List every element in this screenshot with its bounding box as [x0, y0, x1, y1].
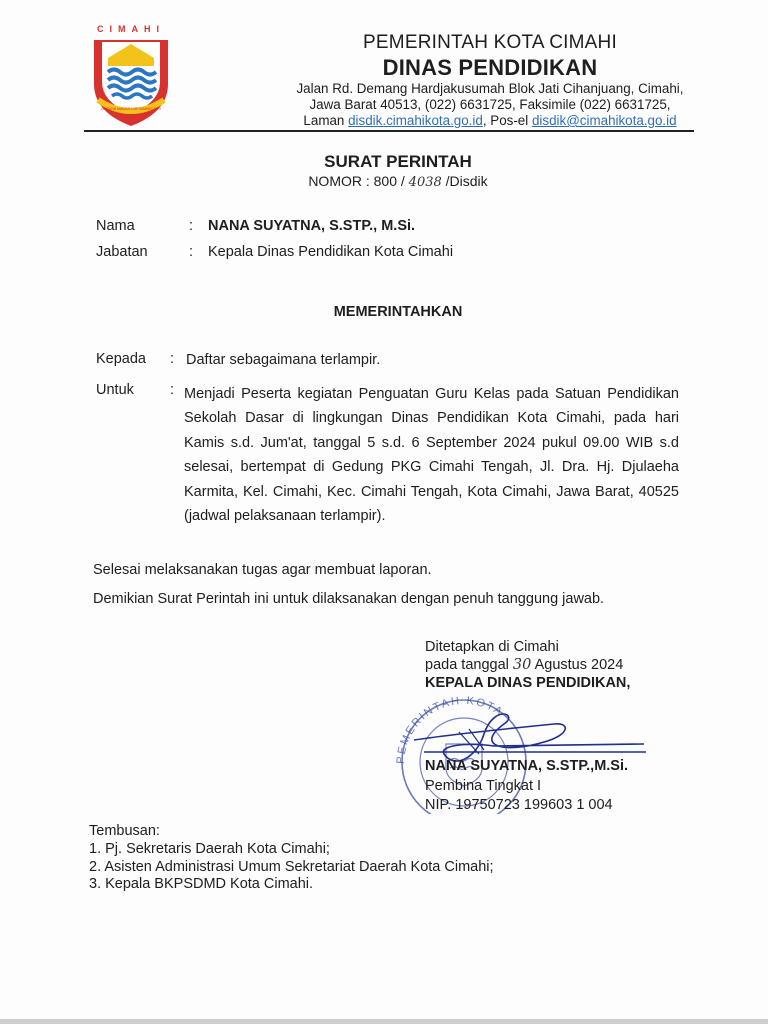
- org-department: DINAS PENDIDIKAN: [382, 55, 598, 80]
- svg-text:CIMAHI: CIMAHI: [97, 24, 165, 34]
- address-line-3: [210, 113, 768, 128]
- signature-date: [425, 657, 623, 673]
- untuk-value: Menjadi Peserta kegiatan Penguatan Guru Kelas pada Satuan Pendidikan Sekolah Dasar di lingkungan Dinas Pendidikan Kota Cimahi, pada hari Kamis s.d. Jum'at, tanggal 5 s.d. 6 September 2024 pukul 09.00 WIB s.d selesai, bertempat di Gedung PKG Cimahi Tengah, Jl. Dra. Hj. Djulaeha Karmita, Kel. Cimahi, Kec. Cimahi Tengah, Kota Cimahi, Jawa Barat, 40525 (jadwal pelaksanaan terlampir).: [184, 386, 679, 525]
- nama-colon: :: [189, 218, 194, 234]
- website-link[interactable]: disdik.cimahikota.go.id: [348, 113, 483, 128]
- jabatan-value: Kepala Dinas Pendidikan Kota Cimahi: [208, 244, 454, 260]
- signature-place: Ditetapkan di Cimahi: [425, 639, 559, 655]
- number-suffix: /Disdik: [445, 173, 488, 189]
- svg-text:PEMERINTAH KOTA: PEMERINTAH KOTA: [394, 694, 506, 765]
- nama-value: NANA SUYATNA, S.STP., M.Si.: [208, 218, 416, 234]
- signatory-nip: NIP. 19750723 199603 1 004: [425, 797, 613, 813]
- address-line-1: Jalan Rd. Demang Hardjakusumah Blok Jati Cihanjuang, Cimahi,: [296, 81, 684, 96]
- kepada-label: Kepada: [96, 351, 146, 367]
- date-suffix: Agustus 2024: [534, 657, 624, 673]
- closing-line-2: Demikian Surat Perintah ini untuk dilaksanakan dengan penuh tanggung jawab.: [93, 591, 605, 607]
- cc-title: Tembusan:: [89, 823, 160, 839]
- cimahi-city-emblem: [78, 22, 184, 130]
- number-prefix: NOMOR : 800 /: [308, 173, 405, 189]
- kepada-value: Daftar sebagaimana terlampir.: [186, 352, 381, 368]
- posel-label: , Pos-el: [482, 113, 529, 128]
- laman-label: Laman: [303, 113, 345, 128]
- signatory-title: KEPALA DINAS PENDIDIKAN,: [425, 675, 631, 691]
- untuk-label: Untuk: [96, 382, 134, 398]
- number-handwritten: 4038: [408, 175, 442, 190]
- closing-line-1: Selesai melaksanakan tugas agar membuat laporan.: [93, 562, 432, 578]
- cc-item: 3. Kepala BKPSDMD Kota Cimahi.: [89, 876, 314, 892]
- nama-label: Nama: [96, 218, 135, 234]
- date-prefix: pada tanggal: [425, 657, 509, 673]
- date-handwritten: 30: [512, 657, 532, 673]
- email-link[interactable]: disdik@cimahikota.go.id: [531, 113, 677, 128]
- order-heading: MEMERINTAHKAN: [333, 304, 463, 320]
- untuk-colon: :: [170, 382, 175, 398]
- org-government: PEMERINTAH KOTA CIMAHI: [363, 32, 617, 53]
- scan-bottom-edge: [0, 1019, 768, 1024]
- address-line-2: Jawa Barat 40513, (022) 6631725, Faksimile (022) 6631725,: [309, 97, 671, 112]
- signatory-rank: Pembina Tingkat I: [425, 778, 542, 794]
- official-stamp-and-signature: [384, 684, 654, 814]
- jabatan-label: Jabatan: [96, 244, 148, 260]
- document-title: SURAT PERINTAH: [324, 152, 472, 171]
- cc-list: [89, 841, 494, 894]
- emblem-motto: GAPURA MAWAS DIRI MAWAS DIRI: [101, 107, 161, 111]
- document-number: [0, 173, 768, 190]
- kepada-colon: :: [170, 351, 175, 367]
- letterhead-divider: [84, 130, 694, 132]
- jabatan-colon: :: [189, 244, 194, 260]
- cc-item: 2. Asisten Administrasi Umum Sekretariat Daerah Kota Cimahi;: [89, 858, 494, 875]
- cc-item: 1. Pj. Sekretaris Daerah Kota Cimahi;: [89, 841, 330, 857]
- signatory-name: NANA SUYATNA, S.STP.,M.Si.: [425, 758, 629, 774]
